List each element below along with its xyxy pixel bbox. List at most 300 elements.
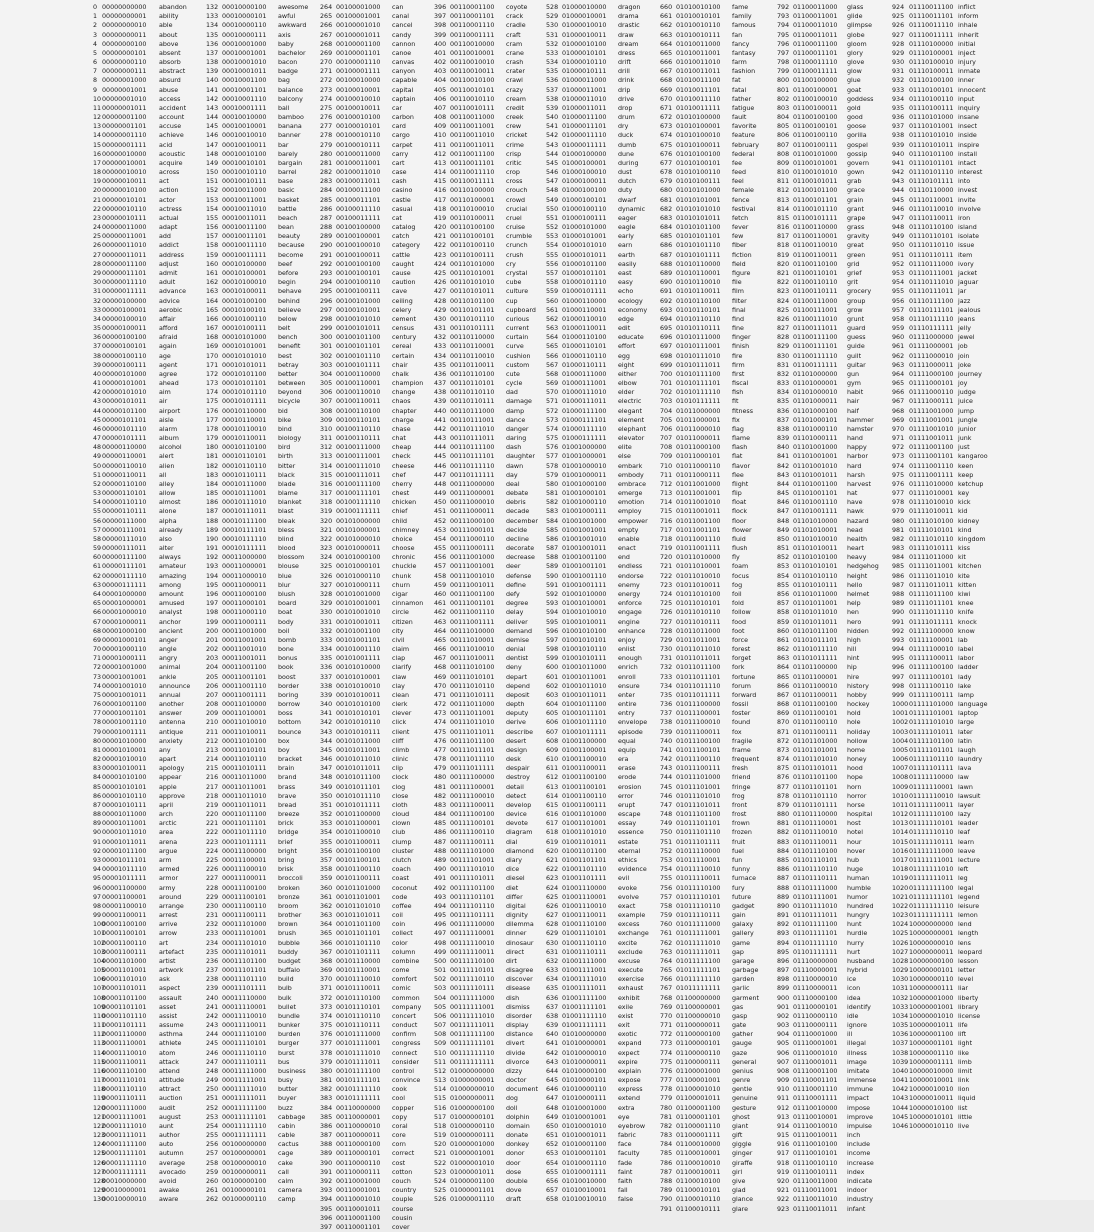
word-index: 477 <box>434 746 447 754</box>
word-index: 967 <box>892 398 905 406</box>
word-text: license <box>958 1012 981 1020</box>
word-binary: 01010111101 <box>676 380 721 388</box>
word-index: 647 <box>546 1095 559 1103</box>
word-row <box>660 773 777 782</box>
word-binary: 01100100000 <box>793 77 838 85</box>
word-index: 362 <box>320 902 333 910</box>
word-text: fatal <box>732 86 747 94</box>
word-row <box>777 902 892 911</box>
word-binary: 01011000100 <box>676 444 721 452</box>
word-binary: 00010000101 <box>222 13 267 21</box>
word-binary: 01010101110 <box>676 242 721 250</box>
word-binary: 01101111101 <box>793 930 838 938</box>
word-row <box>434 1039 546 1048</box>
word-binary: 00011100100 <box>222 884 267 892</box>
word-index: 164 <box>206 297 219 305</box>
word-index: 699 <box>660 361 673 369</box>
word-row <box>660 40 777 49</box>
word-text: auction <box>159 1095 183 1103</box>
word-row <box>93 562 206 571</box>
word-index: 575 <box>546 435 559 443</box>
word-binary: 00001011111 <box>102 875 147 883</box>
word-row <box>892 1039 1092 1048</box>
word-text: keep <box>958 471 974 479</box>
word-index: 470 <box>434 682 447 690</box>
word-binary: 00011100010 <box>222 866 267 874</box>
word-binary: 00100110000 <box>336 370 381 378</box>
word-row <box>206 49 320 58</box>
word-row <box>546 1186 660 1195</box>
word-binary: 00001100011 <box>102 912 147 920</box>
word-binary: 10000000001 <box>909 930 954 938</box>
word-text: capable <box>392 77 417 85</box>
word-row <box>546 1168 660 1177</box>
word-text: cigar <box>392 591 408 598</box>
word-binary: 01001010001 <box>562 600 607 608</box>
word-text: barely <box>278 150 298 158</box>
word-binary: 01110011011 <box>793 1205 838 1213</box>
word-row <box>777 251 892 260</box>
word-binary: 01010000001 <box>562 1040 607 1048</box>
word-index: 834 <box>777 389 790 397</box>
word-binary: 01001100100 <box>562 774 607 782</box>
word-index: 154 <box>206 205 219 213</box>
word-index: 378 <box>320 1049 333 1057</box>
word-text: balance <box>278 86 303 94</box>
word-index: 67 <box>93 618 102 626</box>
word-row <box>434 865 546 874</box>
word-text: because <box>278 242 305 250</box>
word-row <box>320 1012 434 1021</box>
word-index: 652 <box>546 1141 559 1149</box>
word-index: 670 <box>660 95 673 103</box>
word-row <box>892 141 1092 150</box>
word-index: 221 <box>206 820 219 828</box>
word-binary: 01111001111 <box>909 471 954 479</box>
word-binary: 01110010101 <box>793 1150 838 1158</box>
word-index: 609 <box>546 746 559 754</box>
word-text: canal <box>392 13 410 21</box>
word-text: drift <box>618 59 632 67</box>
word-text: envelope <box>618 719 648 727</box>
word-row <box>660 865 777 874</box>
word-index: 816 <box>777 224 790 232</box>
word-row <box>892 682 1092 691</box>
word-index: 943 <box>892 178 905 186</box>
word-index: 268 <box>320 40 333 48</box>
word-text: bomb <box>278 636 297 644</box>
word-text: forest <box>732 646 751 654</box>
word-row <box>206 728 320 737</box>
word-text: beyond <box>278 389 302 397</box>
word-index: 372 <box>320 994 333 1002</box>
word-binary: 01101001110 <box>793 499 838 507</box>
word-index: 985 <box>892 563 905 571</box>
word-row <box>320 608 434 617</box>
word-row <box>434 939 546 948</box>
word-row <box>206 269 320 278</box>
word-binary: 01100101000 <box>793 150 838 158</box>
word-text: ketchup <box>958 480 984 488</box>
word-index: 951 <box>892 251 905 259</box>
word-text: enhance <box>618 627 646 635</box>
word-row <box>434 783 546 792</box>
word-binary: 00100110111 <box>336 435 381 443</box>
word-index: 190 <box>206 535 219 543</box>
word-text: bag <box>278 77 290 85</box>
word-row <box>892 352 1092 361</box>
word-index: 109 <box>93 1003 106 1011</box>
word-index: 1012 <box>892 811 909 819</box>
word-binary: 01100100111 <box>793 141 838 149</box>
word-index: 62 <box>93 572 102 580</box>
word-text: comic <box>392 985 411 993</box>
word-binary: 01011011111 <box>676 691 721 699</box>
word-binary: 00111010011 <box>450 655 495 663</box>
word-index: 171 <box>206 361 219 369</box>
word-text: grid <box>847 260 860 268</box>
word-row <box>206 828 320 837</box>
word-index: 598 <box>546 646 559 654</box>
word-index: 552 <box>546 224 559 232</box>
word-text: impulse <box>847 1122 872 1130</box>
word-binary: 00100100011 <box>336 251 381 259</box>
word-index: 112 <box>93 1031 106 1039</box>
word-row <box>777 572 892 581</box>
word-index: 281 <box>320 159 333 167</box>
word-index: 120 <box>93 1104 106 1112</box>
word-index: 936 <box>892 114 905 122</box>
word-text: grab <box>847 178 862 186</box>
word-row <box>206 58 320 67</box>
word-row <box>434 562 546 571</box>
word-row <box>546 718 660 727</box>
word-row <box>777 95 892 104</box>
word-text: detail <box>506 783 524 791</box>
word-index: 473 <box>434 710 447 718</box>
word-index: 941 <box>892 159 905 167</box>
word-binary: 00100010010 <box>336 95 381 103</box>
word-index: 654 <box>546 1159 559 1167</box>
word-binary: 01101110100 <box>793 847 838 855</box>
word-text: join <box>958 352 970 360</box>
word-text: admit <box>159 269 178 277</box>
word-row <box>320 645 434 654</box>
word-text: expose <box>618 1077 641 1085</box>
word-index: 825 <box>777 306 790 314</box>
word-index: 237 <box>206 967 219 975</box>
word-text: copy <box>392 1113 408 1121</box>
word-row <box>320 893 434 902</box>
word-index: 203 <box>206 655 219 663</box>
word-row <box>320 269 434 278</box>
word-index: 555 <box>546 251 559 259</box>
word-row <box>434 214 546 223</box>
word-row <box>777 700 892 709</box>
word-binary: 01001110011 <box>562 912 607 920</box>
word-text: ladder <box>958 664 979 672</box>
word-text: few <box>732 233 744 241</box>
word-row <box>320 297 434 306</box>
word-row <box>892 893 1092 902</box>
word-text: change <box>392 389 416 397</box>
word-binary: 00110111110 <box>450 462 495 470</box>
word-row <box>320 306 434 315</box>
word-index: 429 <box>434 306 447 314</box>
word-text: hand <box>847 435 863 443</box>
word-index: 226 <box>206 866 219 874</box>
word-row <box>660 31 777 40</box>
word-row <box>93 104 206 113</box>
word-text: hire <box>847 673 860 681</box>
word-binary: 00111011000 <box>450 701 495 709</box>
word-binary: 00110011101 <box>450 159 495 167</box>
word-binary: 00100011111 <box>336 214 381 222</box>
word-row <box>777 1205 892 1214</box>
word-index: 143 <box>206 104 219 112</box>
word-row <box>777 49 892 58</box>
word-index: 246 <box>206 1049 219 1057</box>
word-binary: 00101111111 <box>336 1095 381 1103</box>
word-row <box>777 526 892 535</box>
word-index: 82 <box>93 756 102 764</box>
word-text: anger <box>159 636 178 644</box>
word-index: 7 <box>93 68 98 76</box>
word-row <box>660 352 777 361</box>
word-index: 518 <box>434 1122 447 1130</box>
word-index: 987 <box>892 581 905 589</box>
word-row <box>892 177 1092 186</box>
word-binary: 00100110101 <box>336 416 381 424</box>
word-text: lesson <box>958 957 979 965</box>
word-text: eyebrow <box>618 1122 646 1130</box>
word-index: 1021 <box>892 893 909 901</box>
word-text: elegant <box>618 407 642 415</box>
word-row <box>434 49 546 58</box>
word-row <box>660 562 777 571</box>
word-binary: 01101101110 <box>793 792 838 800</box>
word-binary: 01110110001 <box>909 196 954 204</box>
word-index: 106 <box>93 976 106 984</box>
word-text: knife <box>958 609 974 617</box>
word-text: core <box>392 1132 406 1140</box>
word-text: display <box>506 1022 529 1030</box>
word-binary: 01110111101 <box>909 306 954 314</box>
word-row <box>546 948 660 957</box>
word-index: 104 <box>93 957 106 965</box>
word-text: energy <box>618 591 641 598</box>
word-text: enable <box>618 535 640 543</box>
word-text: arrive <box>159 921 178 929</box>
word-row <box>93 1076 206 1085</box>
word-binary: 00011111111 <box>222 1132 267 1140</box>
word-text: another <box>159 701 184 709</box>
word-binary: 01100111001 <box>793 306 838 314</box>
word-text: burden <box>278 1031 301 1039</box>
word-row <box>206 333 320 342</box>
word-index: 901 <box>777 1003 790 1011</box>
word-binary: 00111101011 <box>450 875 495 883</box>
word-row <box>660 911 777 920</box>
word-row <box>93 599 206 608</box>
word-binary: 01010011010 <box>676 59 721 67</box>
word-index: 389 <box>320 1150 333 1158</box>
word-binary: 01101001010 <box>793 462 838 470</box>
word-text: artwork <box>159 967 184 975</box>
word-row <box>660 553 777 562</box>
word-row <box>434 755 546 764</box>
word-index: 726 <box>660 609 673 617</box>
word-text: forget <box>732 655 752 663</box>
word-row <box>320 691 434 700</box>
word-index: 869 <box>777 710 790 718</box>
word-row <box>93 764 206 773</box>
word-row <box>892 315 1092 324</box>
word-binary: 01011100001 <box>676 710 721 718</box>
word-binary: 01100001011 <box>676 1095 721 1103</box>
word-binary: 01111101000 <box>909 701 954 709</box>
word-text: access <box>159 95 181 103</box>
word-row <box>320 792 434 801</box>
word-index: 669 <box>660 86 673 94</box>
word-row <box>93 278 206 287</box>
word-text: left <box>958 866 969 874</box>
word-binary: 01110100001 <box>909 49 954 57</box>
word-row <box>206 764 320 773</box>
word-row <box>777 379 892 388</box>
word-text: during <box>618 159 639 167</box>
word-index: 494 <box>434 902 447 910</box>
word-text: catch <box>392 233 410 241</box>
word-binary: 01100011101 <box>793 49 838 57</box>
word-row <box>777 324 892 333</box>
word-index: 682 <box>660 205 673 213</box>
word-index: 266 <box>320 22 333 30</box>
word-text: acquire <box>159 159 183 167</box>
word-index: 625 <box>546 893 559 901</box>
word-row <box>434 1159 546 1168</box>
word-index: 1013 <box>892 820 909 828</box>
word-index: 435 <box>434 361 447 369</box>
word-row <box>892 939 1092 948</box>
word-index: 431 <box>434 325 447 333</box>
word-binary: 00101101001 <box>336 893 381 901</box>
word-row <box>320 746 434 755</box>
word-row <box>660 1186 777 1195</box>
word-row <box>434 498 546 507</box>
word-binary: 01110000000 <box>793 957 838 965</box>
word-text: harsh <box>847 471 865 479</box>
word-binary: 01101111000 <box>793 884 838 892</box>
word-text: hollow <box>847 737 868 745</box>
word-binary: 01010011110 <box>676 95 721 103</box>
word-row <box>320 1049 434 1058</box>
word-binary: 01100011111 <box>793 68 838 76</box>
word-text: capital <box>392 86 414 94</box>
word-row <box>93 214 206 223</box>
word-text: frown <box>732 820 750 828</box>
word-binary: 00001100001 <box>102 893 147 901</box>
word-row <box>546 462 660 471</box>
word-binary: 00110111011 <box>450 435 495 443</box>
word-text: fluid <box>732 535 746 543</box>
word-row <box>93 838 206 847</box>
word-text: ginger <box>732 1150 753 1158</box>
word-binary: 01111011100 <box>909 591 954 598</box>
word-binary: 01010100010 <box>676 132 721 140</box>
word-row <box>93 746 206 755</box>
word-row <box>660 645 777 654</box>
word-text: group <box>847 297 866 305</box>
word-row <box>93 957 206 966</box>
word-text: asset <box>159 1003 176 1011</box>
word-text: ask <box>159 976 170 984</box>
word-text: head <box>847 526 863 534</box>
word-text: great <box>847 242 864 250</box>
word-row <box>320 31 434 40</box>
word-row <box>93 498 206 507</box>
word-binary: 01000000101 <box>450 1113 495 1121</box>
word-binary: 00011100111 <box>222 912 267 920</box>
word-row <box>892 975 1092 984</box>
word-binary: 00110011000 <box>450 114 495 122</box>
word-row <box>434 1168 546 1177</box>
word-index: 1031 <box>892 985 909 993</box>
word-row <box>546 1122 660 1131</box>
word-index: 1044 <box>892 1104 909 1112</box>
word-index: 40 <box>93 370 102 378</box>
word-text: husband <box>847 957 875 965</box>
word-binary: 00111111101 <box>450 1040 495 1048</box>
word-text: glide <box>847 13 863 21</box>
word-text: dial <box>506 838 518 846</box>
word-binary: 01101001011 <box>793 471 838 479</box>
word-text: alert <box>159 453 174 461</box>
word-text: arrow <box>159 930 177 938</box>
word-row <box>206 553 320 562</box>
word-index: 517 <box>434 1113 447 1121</box>
word-index: 27 <box>93 251 102 259</box>
word-text: between <box>278 380 306 388</box>
word-binary: 00010011000 <box>222 187 267 195</box>
word-binary: 00101000111 <box>336 581 381 589</box>
word-text: agree <box>159 370 178 378</box>
word-row <box>777 691 892 700</box>
word-index: 124 <box>93 1141 106 1149</box>
word-text: bird <box>278 444 291 452</box>
word-index: 808 <box>777 150 790 158</box>
word-row <box>320 223 434 232</box>
word-binary: 00001001110 <box>102 719 147 727</box>
word-text: federal <box>732 150 755 158</box>
word-text: benefit <box>278 343 301 351</box>
word-index: 857 <box>777 600 790 608</box>
word-text: fat <box>732 77 741 85</box>
word-row <box>660 113 777 122</box>
word-index: 640 <box>546 1031 559 1039</box>
word-binary: 00100100010 <box>336 242 381 250</box>
word-text: into <box>958 178 971 186</box>
word-text: december <box>506 517 539 525</box>
word-binary: 00101000000 <box>336 517 381 525</box>
word-binary: 00111001111 <box>450 618 495 626</box>
word-row <box>93 590 206 599</box>
word-index: 305 <box>320 380 333 388</box>
word-row <box>777 847 892 856</box>
word-row <box>434 911 546 920</box>
word-binary: 00111000110 <box>450 535 495 543</box>
word-text: figure <box>732 269 751 277</box>
